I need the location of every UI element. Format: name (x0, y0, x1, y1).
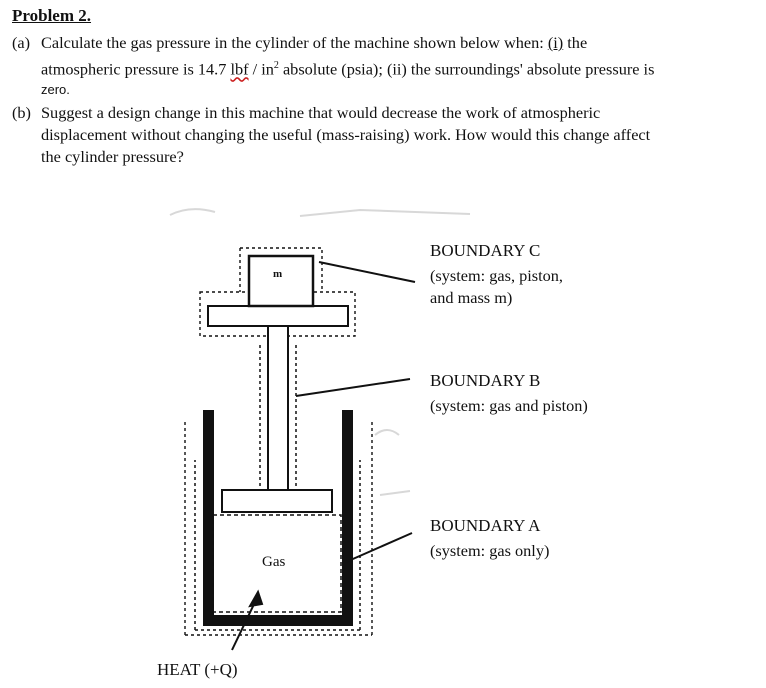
unit-in: / in (248, 59, 274, 79)
piston (222, 490, 332, 512)
part-a-line-2-end: absolute (psia); (ii) the surroundings' absolute pressure is (278, 59, 655, 79)
part-a-line-3: zero. (41, 82, 70, 97)
problem-title: Problem 2. (12, 6, 92, 25)
boundary-b-line-1: (system: gas and piston) (430, 396, 588, 415)
part-b-line-2: displacement without changing the useful (mass-raising) work. How would this change affect (41, 125, 651, 144)
part-a-line-1-end: the (563, 33, 588, 52)
boundary-c-title: BOUNDARY C (430, 241, 541, 260)
unit-exponent: 2 (273, 60, 279, 71)
piston-rod (268, 326, 288, 490)
mass-label: m (273, 268, 283, 280)
crossbar (208, 306, 348, 326)
boundary-a-title: BOUNDARY A (430, 516, 541, 535)
scan-artifacts (170, 209, 470, 495)
boundary-b-title: BOUNDARY B (430, 371, 541, 390)
part-b-marker: (b) (12, 103, 31, 122)
part-b-line-1: Suggest a design change in this machine that would decrease the work of atmospheric (41, 103, 601, 122)
boundary-a-line-1: (system: gas only) (430, 541, 550, 560)
part-a-case-i: (i) (547, 33, 564, 52)
boundary-c-line-2: and mass m) (430, 288, 513, 307)
part-a-line-2-text: atmospheric pressure is 14.7 (41, 59, 231, 79)
boundary-c-line-1: (system: gas, piston, (430, 266, 563, 285)
unit-lbf: lbf (230, 59, 249, 79)
part-b-line-3: the cylinder pressure? (41, 147, 184, 166)
gas-label: Gas (262, 554, 286, 570)
part-a-marker: (a) (12, 33, 31, 52)
part-a-line-1-text: Calculate the gas pressure in the cylinder of the machine shown below when: (41, 33, 548, 52)
heat-label: HEAT (+Q) (157, 660, 238, 679)
